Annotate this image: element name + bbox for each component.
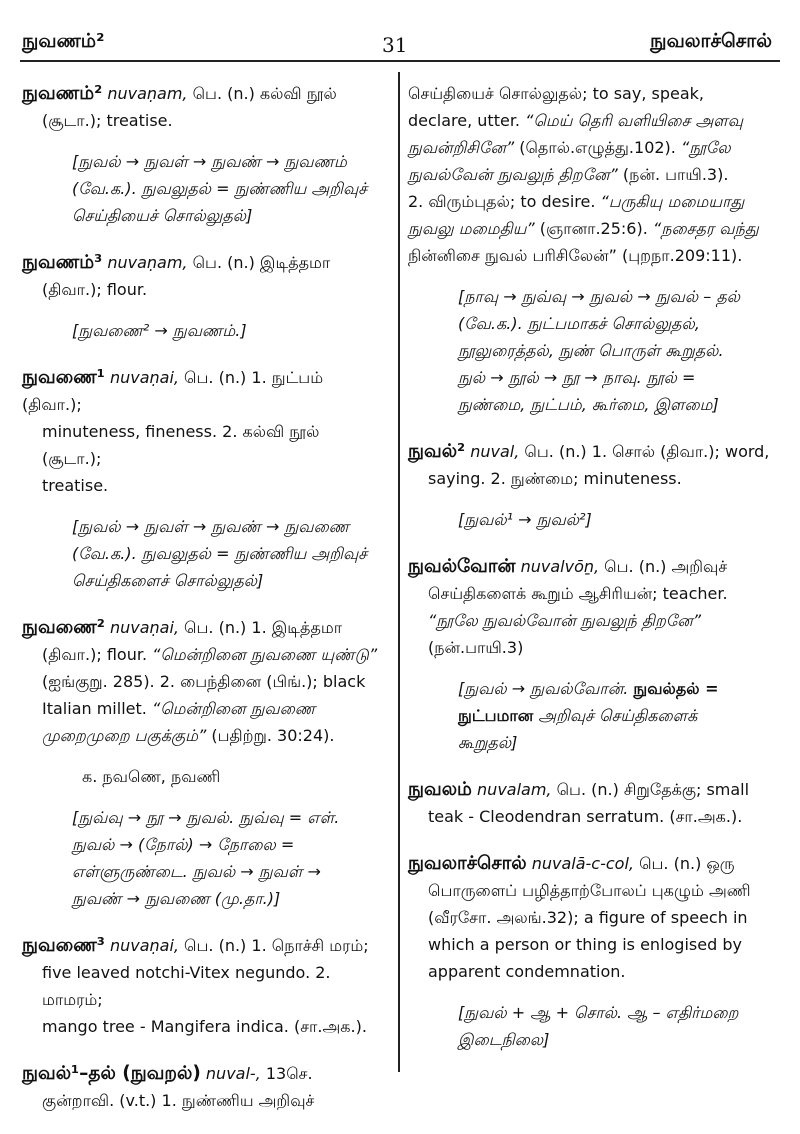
etymology-note xyxy=(22,148,382,229)
etymology-bold-text: நுவல்தல் = xyxy=(633,679,719,698)
etymology-line: [நுவணை² → நுவணம்.] xyxy=(72,321,247,340)
entry-nuvanai-3 xyxy=(22,932,382,1040)
entry-line xyxy=(22,722,382,749)
entry-line: mango tree - Mangifera indica. (சா.அக.). xyxy=(42,1017,367,1036)
etymology-line: [நுவல் + ஆ + சொல். ஆ – எதிர்மறை xyxy=(458,1003,739,1022)
entry-nuvanai-1 xyxy=(22,364,382,594)
entry-nuval-1-continued xyxy=(408,80,786,418)
entry-line xyxy=(22,695,382,722)
entry-line xyxy=(22,364,382,418)
entry-line xyxy=(22,249,382,276)
definition-text: 13செ. xyxy=(260,1064,313,1083)
entry-line: five leaved notchi-Vitex negundo. 2. மாமரம்; xyxy=(42,963,331,1009)
transliteration: nuvaṇam, xyxy=(107,84,188,103)
column-divider xyxy=(398,72,400,1072)
quotation: முறைமுறை பகுக்கும்” xyxy=(42,726,207,745)
entry-line: which a person or thing is enlogised by xyxy=(428,935,742,954)
quotation: “நசைதர வந்து xyxy=(652,219,759,238)
entry-line xyxy=(408,107,786,134)
entry-line xyxy=(22,1060,382,1087)
transliteration: nuval, xyxy=(470,442,520,461)
quotation: நுவன்றிசினே” xyxy=(408,138,515,157)
headword: நுவலம் xyxy=(408,779,472,800)
etymology-line: செய்தியைச் சொல்லுதல்] xyxy=(72,206,253,225)
etymology-bold-text: நுட்பமான xyxy=(458,706,534,725)
transliteration: nuval-, xyxy=(205,1064,261,1083)
headword: நுவல்² xyxy=(408,441,466,462)
entry-line xyxy=(22,614,382,641)
quotation: “நூலே xyxy=(680,138,731,157)
entry-line xyxy=(408,161,786,188)
definition-text: பெ. (n.) கல்வி நூல் xyxy=(187,84,337,103)
quotation: “மென்றினை நுவணை xyxy=(151,699,316,718)
headword: நுவல்வோன் xyxy=(408,556,516,577)
headword: நுவணை³ xyxy=(22,935,105,956)
definition-text: பெ. (n.) ஒரு xyxy=(633,854,735,873)
definition-text: பெ. (n.) இடித்தமா xyxy=(187,253,331,272)
etymology-line: கூறுதல்] xyxy=(458,733,518,752)
etymology-line: (வே.க.). நுவலுதல் = நுண்ணிய அறிவுச் xyxy=(72,179,368,198)
entry-line: நின்னிசை நுவல் பரிசிலேன்” (புறநா.209:11). xyxy=(408,246,743,265)
entry-line xyxy=(22,80,382,107)
entry-line xyxy=(408,776,786,803)
headword: நுவணை¹ xyxy=(22,367,105,388)
etymology-line: நுல் → நூல் → நூ → நாவு. நூல் = xyxy=(458,368,696,387)
quotation: “மென்றினை நுவணை யுண்டு” xyxy=(152,645,378,664)
entry-line: saying. 2. நுண்மை; minuteness. xyxy=(428,469,682,488)
citation: (நன். பாயி.3). xyxy=(617,165,729,184)
definition-text: Italian millet. xyxy=(42,699,152,718)
citation: (ஞானா.25:6). xyxy=(534,219,653,238)
entry-nuvanai-2 xyxy=(22,614,382,912)
entry-nuvalam xyxy=(408,776,786,830)
definition-text: பெ. (n.) அறிவுச் xyxy=(599,557,728,576)
etymology-line: இடைநிலை] xyxy=(458,1030,550,1049)
etymology-line: எள்ளுருண்டை. நுவல் → நுவள் → xyxy=(72,862,321,881)
transliteration: nuvalvōṉ, xyxy=(520,557,600,576)
etymology-line xyxy=(458,675,786,702)
transliteration: nuvaṇai, xyxy=(109,368,179,387)
entry-line xyxy=(408,188,786,215)
citation: (தொல்.எழுத்து.102). xyxy=(514,138,681,157)
quotation: “நூலே நுவல்வோன் நுவலுந் திறனே” xyxy=(428,611,702,630)
etymology-line: நூலுரைத்தல், நுண் பொருள் கூறுதல். xyxy=(458,341,724,360)
definition-text: பெ. (n.) 1. நொச்சி மரம்; xyxy=(178,936,369,955)
etymology-line: [நுவ்வு → நூ → நுவல். நுவ்வு = எள். xyxy=(72,808,340,827)
cognate-line: க. நவணெ, நவணி xyxy=(82,767,221,786)
etymology-line: [நுவல் → நுவள் → நுவண் → நுவணம் xyxy=(72,152,347,171)
etymology-line: நுவல் → (நோல்) → நோலை = xyxy=(72,835,295,854)
definition-text: 2. விரும்புதல்; to desire. xyxy=(408,192,601,211)
page-number: 31 xyxy=(382,33,408,57)
page-header xyxy=(0,0,800,60)
entry-line: (ஐங்குறு. 285). 2. பைந்தினை (பிங்.); black xyxy=(42,672,366,691)
entry-line xyxy=(22,932,382,959)
etymology-line: (வே.க.). நுவலுதல் = நுண்ணிய அறிவுச் xyxy=(72,544,368,563)
entry-nuvalvon xyxy=(408,553,786,756)
header-right-guideword: நுவலாச்சொல் xyxy=(650,30,772,52)
transliteration: nuvaṇam, xyxy=(107,253,188,272)
etymology-line: நுவண் → நுவணை (மு.தா.)] xyxy=(72,889,281,908)
definition-text: (திவா.); flour. xyxy=(42,645,153,664)
headword: நுவலாச்சொல் xyxy=(408,853,527,874)
entry-line xyxy=(22,641,382,668)
header-left-guideword: நுவணம்² xyxy=(22,30,105,52)
etymology-line: [நாவு → நுவ்வு → நுவல் → நுவல் – தல் xyxy=(458,287,741,306)
transliteration: nuvalā-c-col, xyxy=(531,854,634,873)
quotation: “பருகியு மமையாது xyxy=(600,192,745,211)
entry-line: teak - Cleodendran serratum. (சா.அக.). xyxy=(428,807,743,826)
etymology-note xyxy=(22,513,382,594)
entry-line: treatise. xyxy=(42,476,109,495)
right-column xyxy=(408,80,786,1073)
quotation: “மெய் தெரி வளியிசை அளவு xyxy=(525,111,744,130)
entry-line: (நன்.பாயி.3) xyxy=(428,638,524,657)
citation: (பதிற்று. 30:24). xyxy=(206,726,335,745)
headword: நுவணம்² xyxy=(22,83,103,104)
entry-line xyxy=(408,553,786,580)
left-column xyxy=(22,80,382,1134)
etymology-line: (வே.க.). நுட்பமாகச் சொல்லுதல், xyxy=(458,314,700,333)
definition-text: declare, utter. xyxy=(408,111,526,130)
entry-line: செய்திகளைக் கூறும் ஆசிரியன்; teacher. xyxy=(428,584,728,603)
etymology-note xyxy=(22,804,382,912)
entry-line xyxy=(408,850,786,877)
etymology-line: [நுவல் → நுவள் → நுவண் → நுவணை xyxy=(72,517,350,536)
entry-line: (வீரசோ. அலங்.32); a figure of speech in xyxy=(428,908,748,927)
entry-line: பொருளைப் பழித்தாற்போலப் புகழும் அணி xyxy=(428,881,751,900)
entry-line xyxy=(408,215,786,242)
etymology-note xyxy=(408,675,786,756)
entry-nuval-2 xyxy=(408,438,786,533)
entry-line xyxy=(408,438,786,465)
etymology-line: [நுவல்¹ → நுவல்²] xyxy=(458,510,592,529)
quotation: நுவல்வேன் நுவலுந் திறனே” xyxy=(408,165,618,184)
entry-line: (திவா.); flour. xyxy=(42,280,148,299)
entry-nuvanam-3 xyxy=(22,249,382,344)
definition-text: பெ. (n.) சிறுதேக்கு; small xyxy=(551,780,750,799)
etymology-note xyxy=(408,283,786,418)
etymology-text: அறிவுச் செய்திகளைக் xyxy=(533,706,698,725)
definition-text: பெ. (n.) 1. சொல் (திவா.); word, xyxy=(519,442,770,461)
entry-line xyxy=(408,134,786,161)
headword: நுவல்¹–தல் (நுவறல்) xyxy=(22,1063,201,1084)
etymology-note xyxy=(408,506,786,533)
entry-line: குன்றாவி. (v.t.) 1. நுண்ணிய அறிவுச் xyxy=(42,1091,315,1110)
entry-line: minuteness, fineness. 2. கல்வி நூல் (சூடா.); xyxy=(42,422,320,468)
entry-nuvalaccol xyxy=(408,850,786,1053)
entry-nuvanam-2 xyxy=(22,80,382,229)
etymology-line: நுண்மை, நுட்பம், கூர்மை, இளமை] xyxy=(458,395,719,414)
transliteration: nuvalam, xyxy=(477,780,552,799)
transliteration: nuvaṇai, xyxy=(109,936,179,955)
etymology-note xyxy=(22,317,382,344)
headword: நுவணை² xyxy=(22,617,105,638)
headword: நுவணம்³ xyxy=(22,252,103,273)
definition-text: பெ. (n.) 1. இடித்தமா xyxy=(178,618,343,637)
etymology-text: [நுவல் → நுவல்வோன். xyxy=(458,679,634,698)
entry-line: (சூடா.); treatise. xyxy=(42,111,173,130)
etymology-line: செய்திகளைச் சொல்லுதல்] xyxy=(72,571,264,590)
etymology-line xyxy=(458,702,786,729)
header-rule xyxy=(20,60,780,62)
quotation: நுவலு மமைதிய” xyxy=(408,219,535,238)
definition-text: பெ. (n.) 1. நுட்பம் (திவா.); xyxy=(22,368,324,414)
etymology-note xyxy=(408,999,786,1053)
entry-line: செய்தியைச் சொல்லுதல்; to say, speak, xyxy=(408,84,704,103)
entry-line: apparent condemnation. xyxy=(428,962,626,981)
entry-nuval-1-verb xyxy=(22,1060,382,1114)
transliteration: nuvaṇai, xyxy=(109,618,179,637)
